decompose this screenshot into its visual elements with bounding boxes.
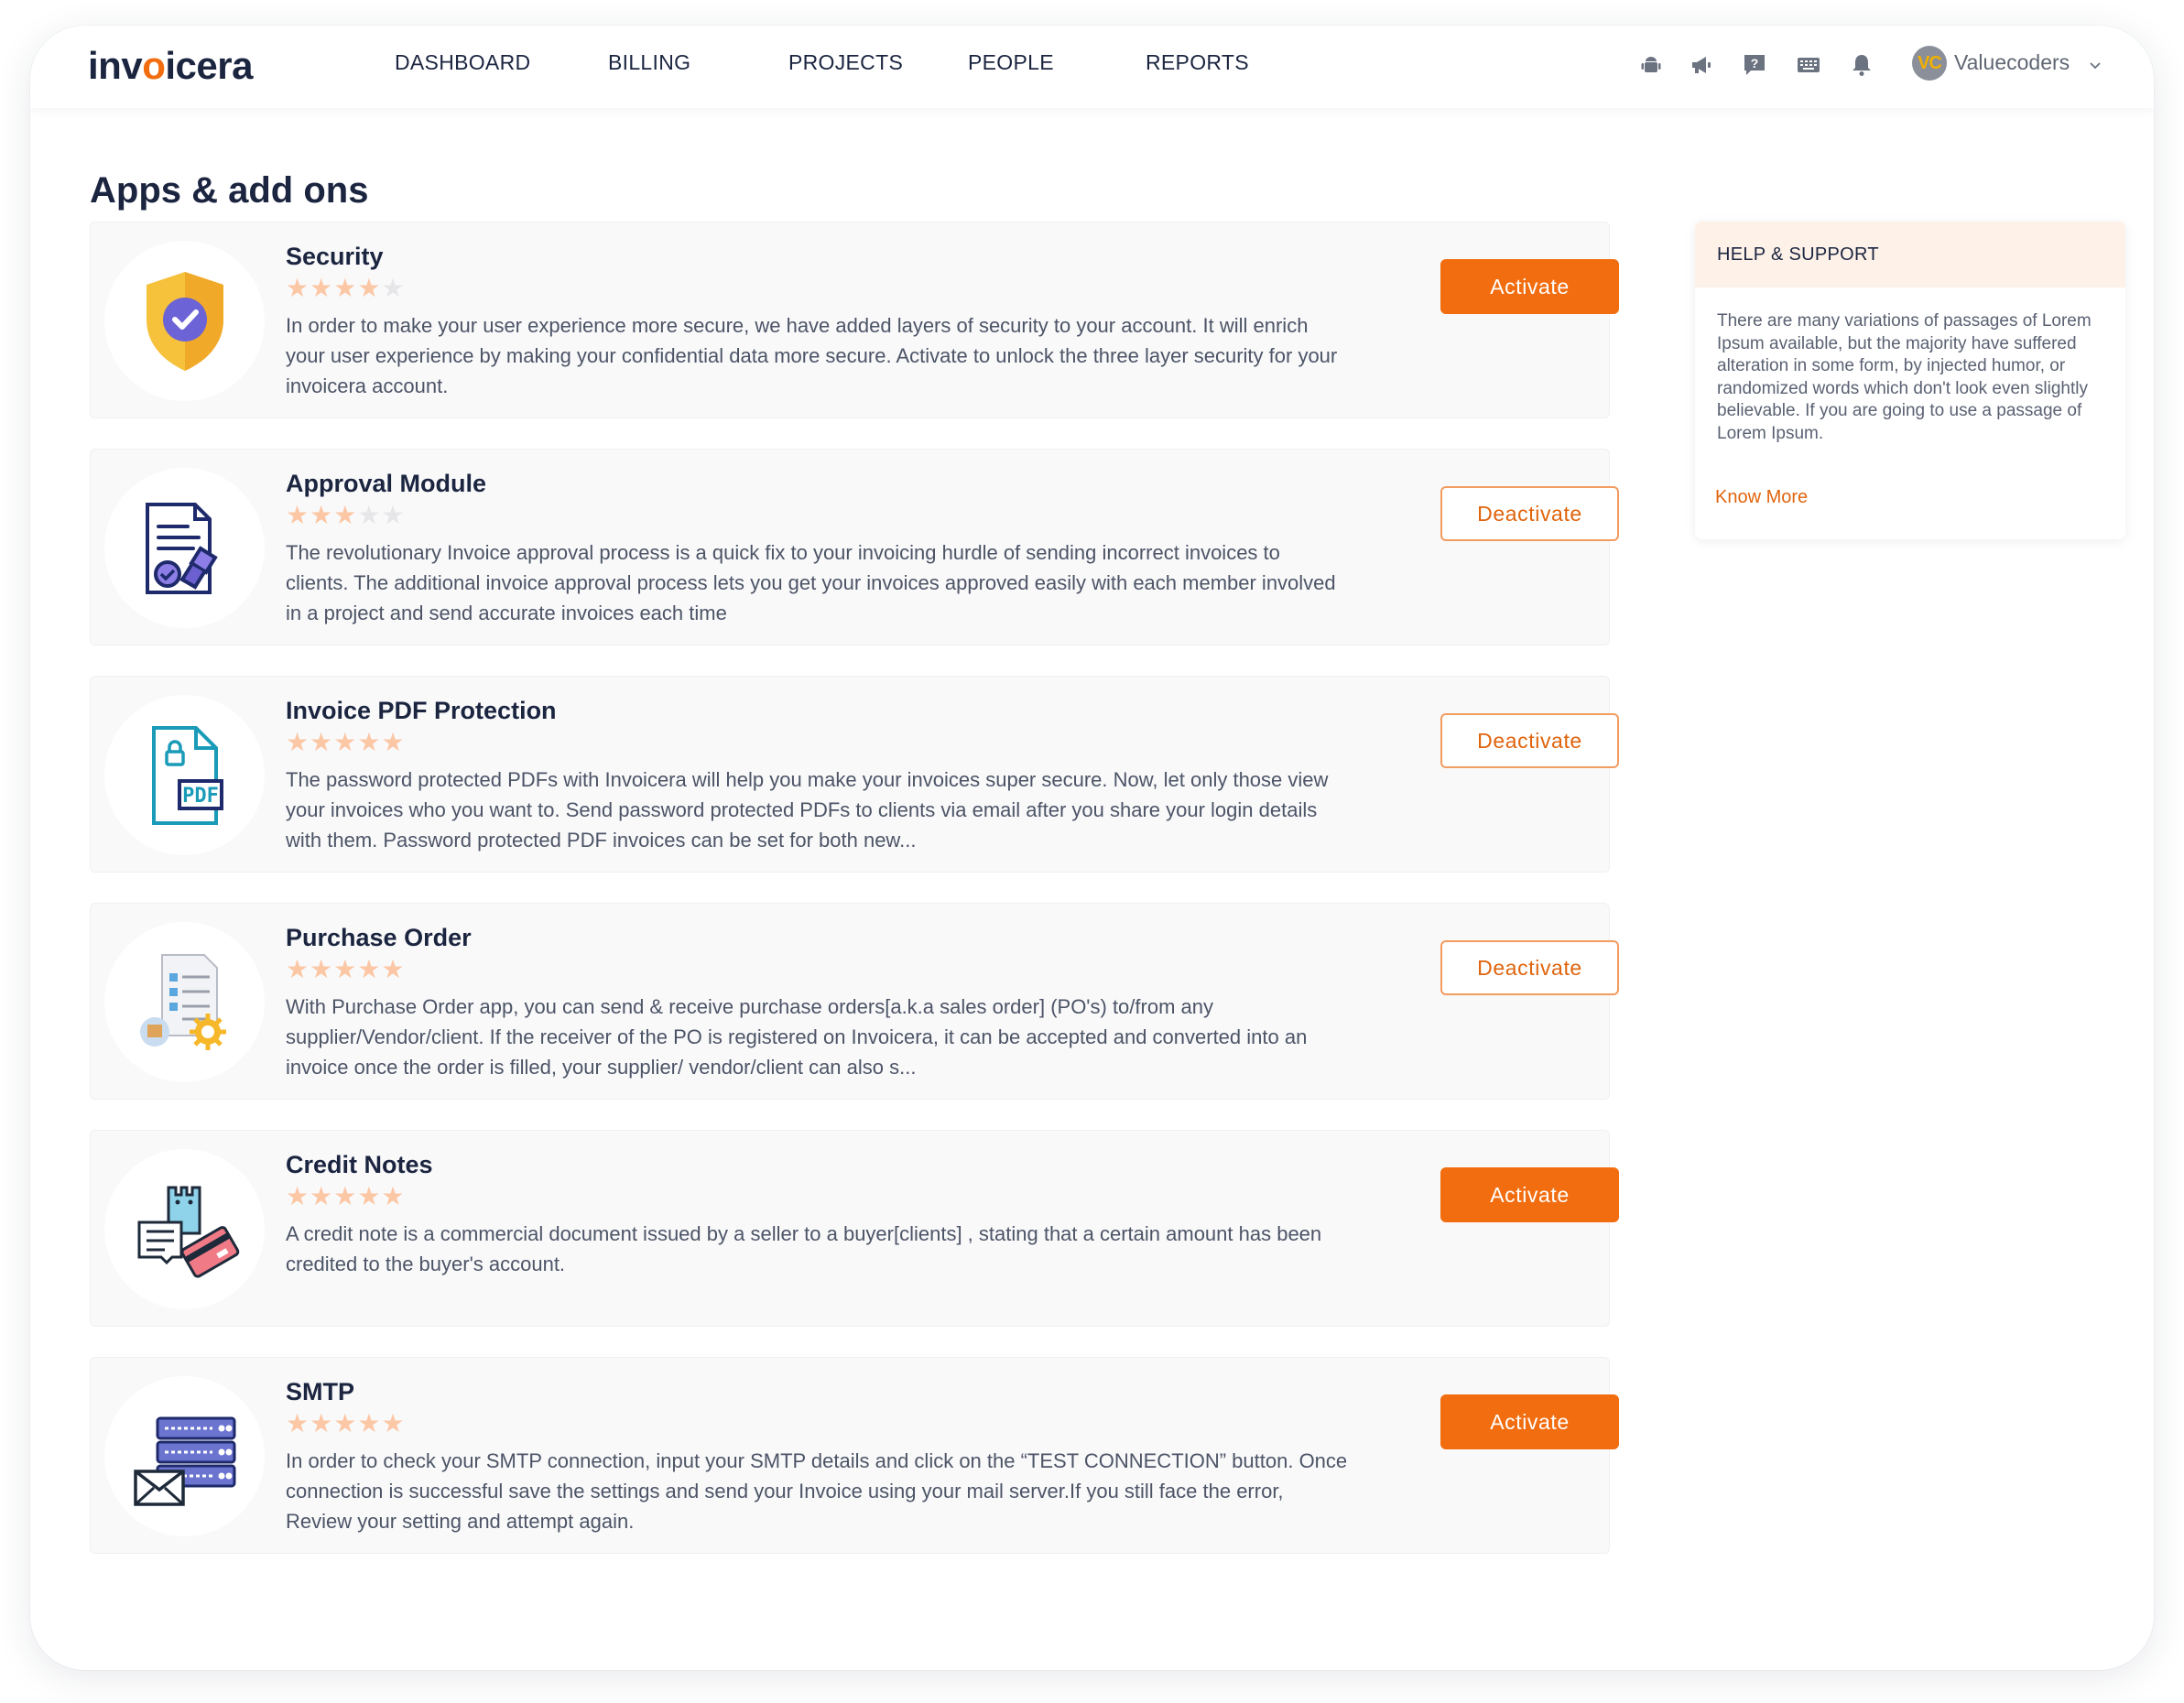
app-card-invoice-pdf-protection [90, 676, 1610, 873]
app-description: In order to check your SMTP connection, input your SMTP details and click on the “TEST CONNECTION” button. Once connection is successful save the settings and send your Invoice using your mail server.If you still face the error, Review your setting and attempt again. [286, 1449, 1348, 1533]
star-filled-icon: ★ [286, 728, 310, 756]
star-filled-icon: ★ [357, 1182, 382, 1210]
star-filled-icon: ★ [333, 1409, 358, 1437]
purchase-order-icon [104, 922, 265, 1082]
star-filled-icon: ★ [310, 1182, 334, 1210]
know-more-link[interactable]: Know More [1715, 487, 1809, 507]
star-filled-icon: ★ [357, 1409, 382, 1437]
rating-stars [286, 730, 406, 755]
megaphone-icon[interactable] [1688, 51, 1715, 79]
star-filled-icon: ★ [310, 274, 334, 302]
app-description: The revolutionary Invoice approval process is a quick fix to your invoicing hurdle of sending incorrect invoices to clients. The additional invoice approval process lets you get your invoices approved easily with each member involved in a project and send accurate invoices each time [286, 541, 1336, 624]
star-filled-icon: ★ [310, 1409, 334, 1437]
keyboard-icon[interactable] [1795, 51, 1822, 79]
nav-people[interactable]: PEOPLE [968, 50, 1054, 74]
star-empty-icon: ★ [381, 274, 406, 302]
star-filled-icon: ★ [357, 955, 382, 983]
star-filled-icon: ★ [357, 728, 382, 756]
svg-text:PDF: PDF [181, 784, 219, 808]
deactivate-button[interactable]: Deactivate [1440, 486, 1619, 541]
app-name: SMTP [286, 1378, 355, 1405]
star-filled-icon: ★ [357, 274, 382, 302]
app-name: Credit Notes [286, 1151, 433, 1178]
activate-button[interactable]: Activate [1440, 259, 1619, 314]
rating-stars [286, 1411, 406, 1437]
nav-projects[interactable]: PROJECTS [788, 50, 904, 74]
app-card-purchase-order [90, 903, 1610, 1100]
svg-text:?: ? [1750, 56, 1759, 71]
activate-button[interactable]: Activate [1440, 1394, 1619, 1449]
page-title: Apps & add ons [90, 170, 369, 211]
star-filled-icon: ★ [310, 955, 334, 983]
star-empty-icon: ★ [357, 501, 382, 529]
star-filled-icon: ★ [310, 501, 334, 529]
star-filled-icon: ★ [286, 274, 310, 302]
star-filled-icon: ★ [381, 955, 406, 983]
rating-stars [286, 503, 406, 528]
star-filled-icon: ★ [381, 728, 406, 756]
app-name: Invoice PDF Protection [286, 697, 557, 724]
app-card-security [90, 222, 1610, 418]
star-filled-icon: ★ [333, 728, 358, 756]
deactivate-button[interactable]: Deactivate [1440, 940, 1619, 995]
star-filled-icon: ★ [333, 274, 358, 302]
app-card-approval-module [90, 449, 1610, 645]
logo-text-end: icera [165, 44, 253, 87]
help-chat-icon[interactable] [1741, 51, 1768, 79]
star-empty-icon: ★ [381, 501, 406, 529]
app-description: With Purchase Order app, you can send & receive purchase orders[a.k.a sales order] (PO's) to/from any supplier/Vendor/client. If the receiver of the PO is registered on Invoicera, it can be accepted and converted into an invoice once the order is filled, your supplier/ vendor/client can also s... [286, 995, 1308, 1079]
invoicera-logo[interactable] [88, 44, 253, 88]
logo-text-accent: o [142, 44, 166, 87]
nav-billing[interactable]: BILLING [608, 50, 691, 74]
logo-text-start: inv [88, 44, 143, 87]
star-filled-icon: ★ [286, 955, 310, 983]
security-shield-icon [104, 241, 265, 401]
app-name: Purchase Order [286, 924, 472, 951]
star-filled-icon: ★ [310, 728, 334, 756]
top-navigation-bar [30, 26, 2154, 108]
app-name: Security [286, 243, 384, 270]
bell-icon[interactable] [1848, 51, 1875, 79]
app-description: In order to make your user experience more secure, we have added layers of security to your account. It will enrich your user experience by making your confidential data more secure. Activate to unlock the three layer security for your invoicera account. [286, 314, 1338, 397]
app-card-credit-notes [90, 1130, 1610, 1327]
app-card-smtp [90, 1357, 1610, 1554]
app-description: A credit note is a commercial document issued by a seller to a buyer[clients] , stating that a certain amount has been credited to the buyer's account. [286, 1222, 1322, 1275]
user-name[interactable]: Valuecoders [1954, 50, 2070, 74]
star-filled-icon: ★ [286, 501, 310, 529]
help-support-panel [1695, 222, 2125, 539]
nav-dashboard[interactable]: DASHBOARD [395, 50, 531, 74]
star-filled-icon: ★ [286, 1182, 310, 1210]
android-icon[interactable] [1637, 51, 1665, 79]
rating-stars [286, 1184, 406, 1209]
help-support-text: There are many variations of passages of Lorem Ipsum available, but the majority have suffered alteration in some form, by injected humor, or randomized words which don't look even slightly believable. If you are going to use a passage of Lorem Ipsum. [1717, 311, 2092, 443]
rating-stars [286, 957, 406, 982]
help-support-title: HELP & SUPPORT [1695, 222, 2125, 287]
deactivate-button[interactable]: Deactivate [1440, 713, 1619, 768]
star-filled-icon: ★ [381, 1182, 406, 1210]
app-window [30, 26, 2154, 1670]
credit-note-icon [104, 1149, 265, 1309]
chevron-down-icon[interactable] [2089, 59, 2102, 75]
smtp-server-mail-icon [104, 1376, 265, 1536]
approval-stamp-icon [104, 468, 265, 628]
user-avatar[interactable]: VC [1912, 46, 1947, 81]
star-filled-icon: ★ [333, 501, 358, 529]
star-filled-icon: ★ [333, 1182, 358, 1210]
app-name: Approval Module [286, 470, 487, 497]
pdf-lock-icon [104, 695, 265, 855]
rating-stars [286, 276, 406, 301]
nav-reports[interactable]: REPORTS [1146, 50, 1249, 74]
app-description: The password protected PDFs with Invoicera will help you make your invoices super secure. Now, let only those view your invoices who you want to. Send password protected PDFs to clients via email after you share your login details with them. Password protected PDF invoices can be set for both new... [286, 768, 1329, 852]
activate-button[interactable]: Activate [1440, 1167, 1619, 1222]
star-filled-icon: ★ [286, 1409, 310, 1437]
star-filled-icon: ★ [381, 1409, 406, 1437]
star-filled-icon: ★ [333, 955, 358, 983]
